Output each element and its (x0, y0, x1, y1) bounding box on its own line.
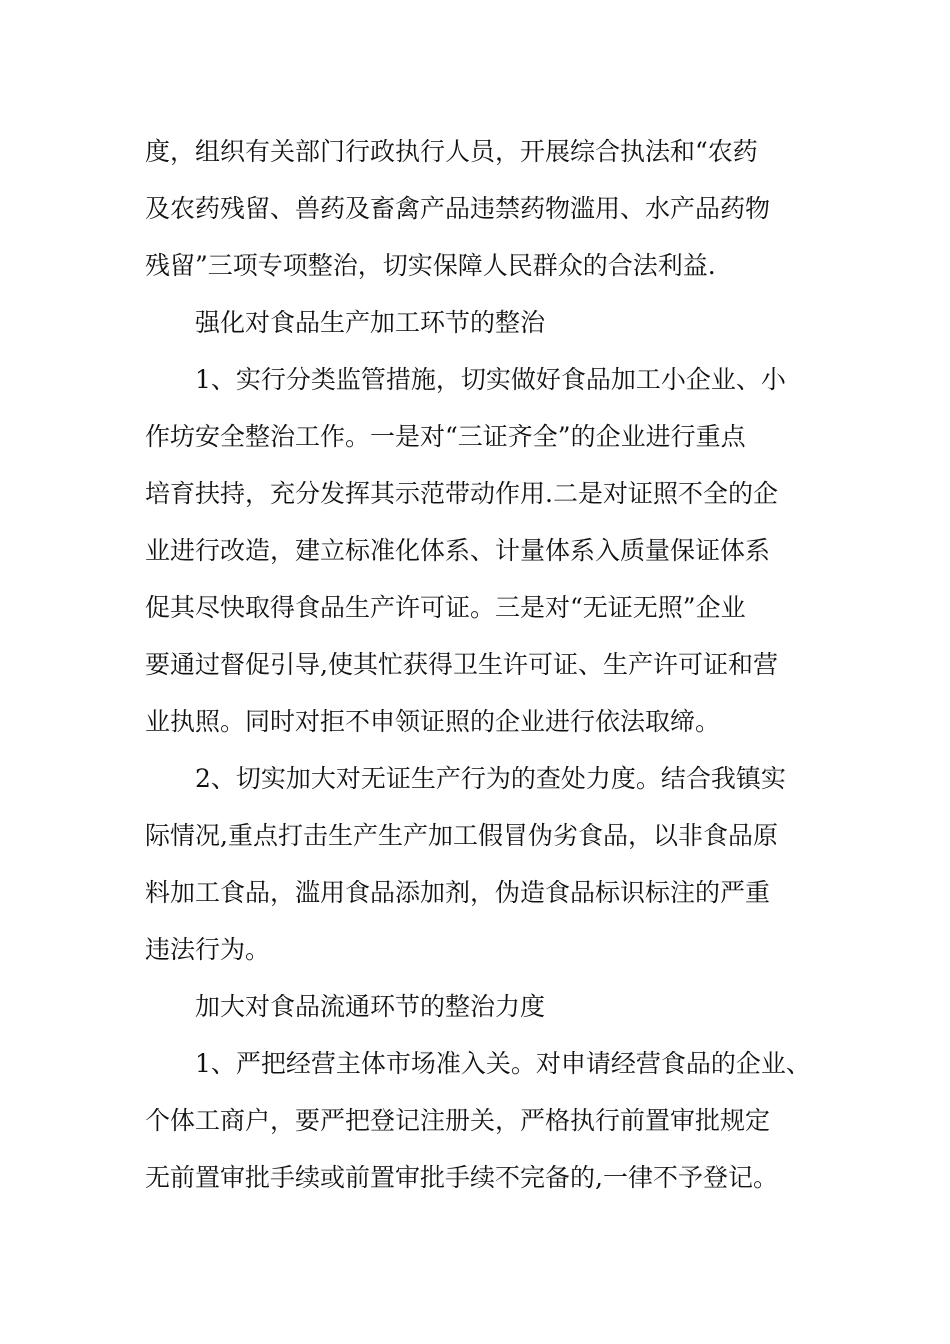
text-line: 度，组织有关部门行政执行人员，开展综合执法和“农药 (145, 137, 758, 166)
text-line: 促其尽快取得食品生产许可证。三是对“无证无照”企业 (145, 593, 746, 622)
section-heading: 加大对食品流通环节的整治力度 (195, 992, 546, 1021)
text-line: 无前置审批手续或前置审批手续不完备的,一律不予登记。 (145, 1163, 778, 1192)
text-line: 个体工商户，要严把登记注册关，严格执行前置审批规定 (145, 1106, 771, 1135)
text-line: 残留”三项专项整治，切实保障人民群众的合法利益. (145, 251, 716, 280)
text-line: 要通过督促引导,使其忙获得卫生许可证、生产许可证和营 (145, 650, 778, 679)
text-line: 作坊安全整治工作。一是对“三证齐全”的企业进行重点 (145, 422, 746, 451)
text-line: 培育扶持，充分发挥其示范带动作用.二是对证照不全的企 (145, 479, 778, 508)
text-line: 业执照。同时对拒不申领证照的企业进行依法取缔。 (145, 707, 721, 736)
text-line: 业进行改造，建立标准化体系、计量体系入质量保证体系 (145, 536, 771, 565)
text-line: 际情况,重点打击生产生产加工假冒伪劣食品，以非食品原 (145, 821, 778, 850)
text-line: 2、切实加大对无证生产行为的查处力度。结合我镇实 (195, 764, 786, 793)
section-heading: 强化对食品生产加工环节的整治 (195, 308, 546, 337)
text-line: 1、实行分类监管措施，切实做好食品加工小企业、小 (195, 365, 786, 394)
text-line: 及农药残留、兽药及畜禽产品违禁药物滥用、水产品药物 (145, 194, 771, 223)
text-line: 违法行为。 (145, 935, 271, 964)
text-line: 料加工食品，滥用食品添加剂，伪造食品标识标注的严重 (145, 878, 771, 907)
text-line: 1、严把经营主体市场准入关。对申请经营食品的企业、 (195, 1049, 811, 1078)
